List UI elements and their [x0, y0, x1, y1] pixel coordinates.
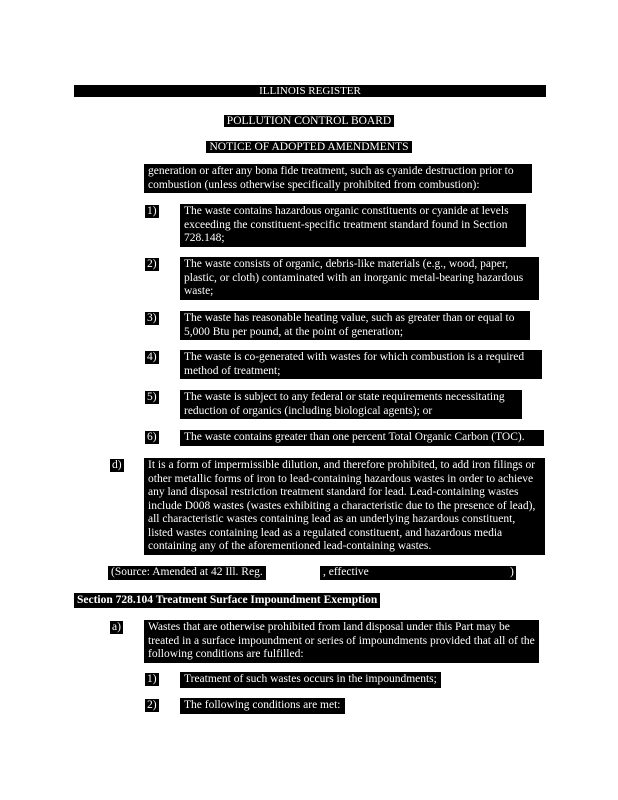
subsection-d-marker: d): [112, 459, 122, 471]
item-5-marker: 5): [147, 391, 157, 403]
source-line: [108, 566, 518, 580]
item-5-text: The waste is subject to any federal or state requirements necessitating reduction of organics (including biological agents); or: [180, 390, 522, 419]
source-open: (Source: Amended at 42 Ill. Reg.: [108, 566, 266, 580]
item-3-marker: 3): [147, 312, 157, 324]
notice-title: NOTICE OF ADOPTED AMENDMENTS: [206, 141, 411, 153]
item-3-text: The waste has reasonable heating value, such as greater than or equal to 5,000 Btu per pound, at the point of generation;: [180, 311, 530, 340]
subsection-a-marker: a): [112, 621, 121, 633]
item-2-text: The waste consists of organic, debris-like materials (e.g., wood, paper, plastic, or cloth) contaminated with an inorganic metal-bearing hazardous waste;: [180, 257, 539, 300]
item-1-marker: 1): [147, 205, 157, 217]
section-heading: Section 728.104 Treatment Surface Impoundment Exemption: [74, 593, 380, 608]
subsection-a-text: Wastes that are otherwise prohibited from land disposal under this Part may be treated in a surface impoundment or series of impoundments provided that all of the following conditions are fulfilled:: [144, 620, 539, 663]
notice-line: [0, 137, 618, 155]
board-title: POLLUTION CONTROL BOARD: [224, 115, 394, 127]
board-line: [0, 111, 618, 129]
item-2-marker: 2): [147, 258, 157, 270]
sub-item-1-text: Treatment of such wastes occurs in the impoundments;: [180, 672, 441, 688]
effective-date-blank: [372, 566, 512, 580]
sub-item-2-text: The following conditions are met:: [180, 698, 345, 714]
item-4-marker: 4): [147, 351, 157, 363]
register-title: ILLINOIS REGISTER: [259, 85, 361, 97]
item-1-text: The waste contains hazardous organic constituents or cyanide at levels exceeding the constituent-specific treatment standard found in Section 728.148;: [180, 204, 526, 247]
item-4-text: The waste is co-generated with wastes for which combustion is a required method of treatment;: [180, 350, 542, 379]
sub-item-2-marker: 2): [147, 699, 157, 711]
item-6-text: The waste contains greater than one percent Total Organic Carbon (TOC).: [180, 430, 544, 446]
intro-paragraph: generation or after any bona fide treatment, such as cyanide destruction prior to combustion (unless otherwise specifically prohibited from combustion):: [144, 164, 532, 193]
subsection-d-text: It is a form of impermissible dilution, and therefore prohibited, to add iron filings or other metallic forms of iron to lead-containing hazardous wastes in order to achieve any land disposal restriction treatment standard for lead. Lead-containing wastes include D008 wastes (wastes exhibiting a characteristic due to the presence of lead), all characteristic wastes containing lead as an underlying hazardous constituent, listed wastes containing lead as a regulated constituent, and hazardous media containing any of the aforementioned lead-containing wastes.: [144, 458, 545, 555]
source-effective: , effective: [320, 566, 372, 580]
source-close: ): [510, 566, 514, 578]
sub-item-1-marker: 1): [147, 673, 157, 685]
item-6-marker: 6): [147, 431, 157, 443]
